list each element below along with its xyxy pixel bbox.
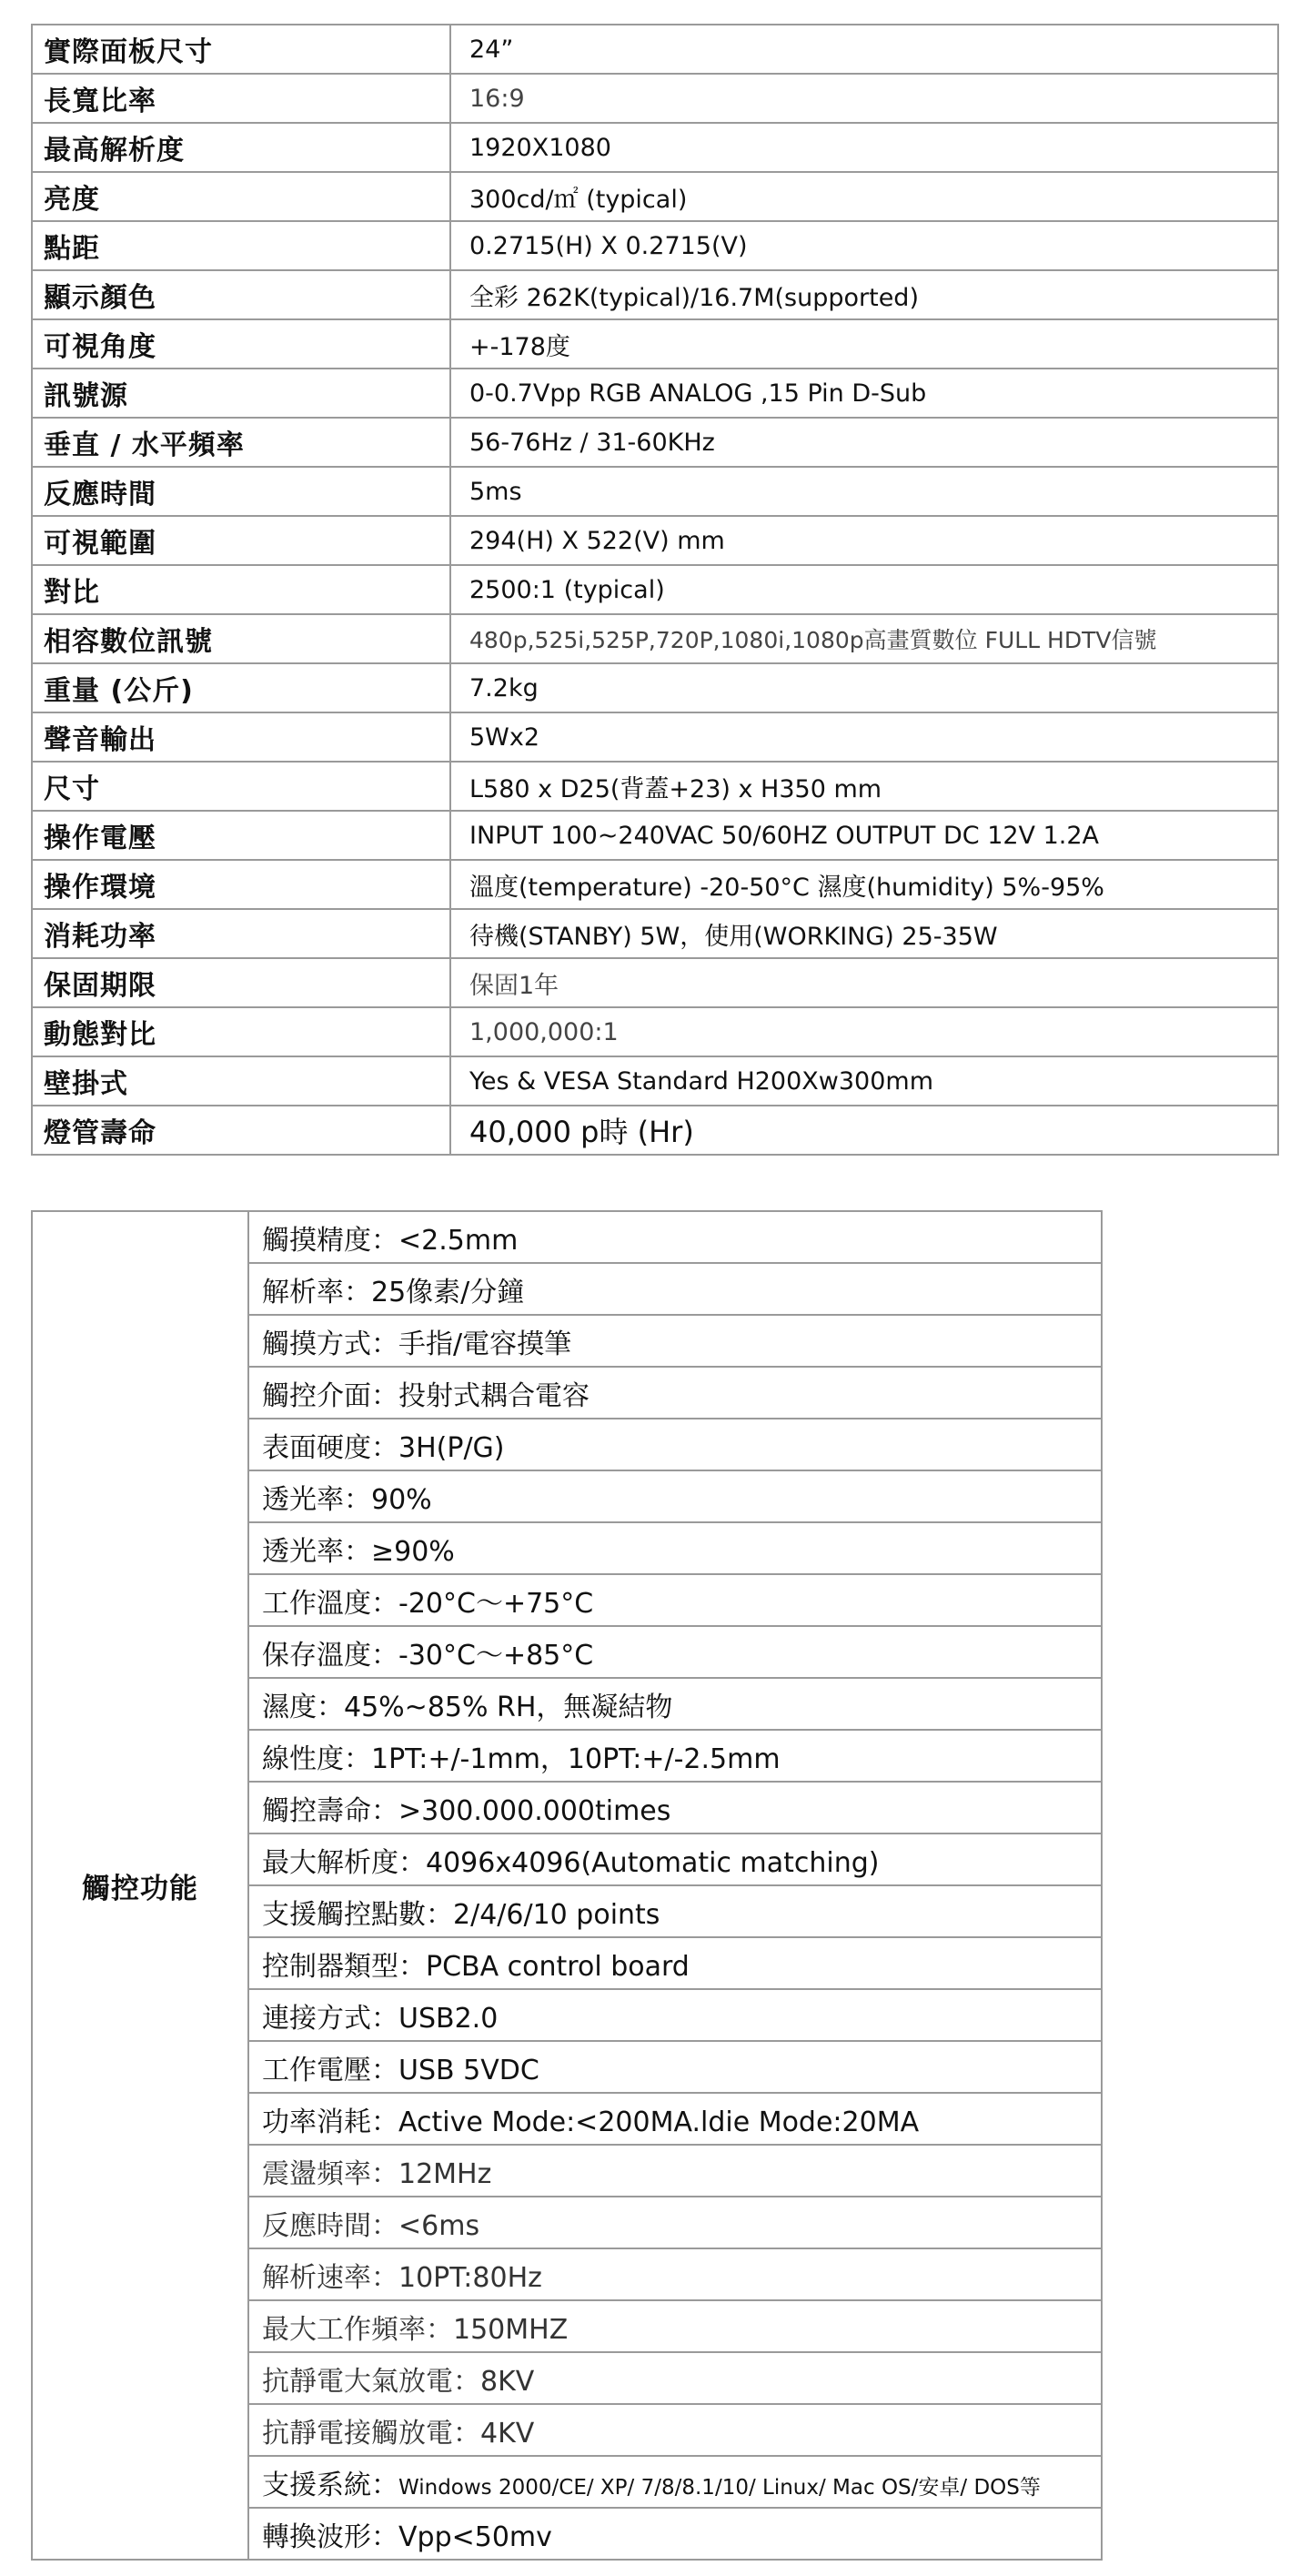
spec-label: 對比	[32, 565, 450, 614]
spec-value: 40,000 p時 (Hr)	[450, 1106, 1278, 1155]
spec-label: 操作環境	[32, 860, 450, 909]
touch-item: 觸摸精度：<2.5mm	[248, 1211, 1102, 1263]
spec-label: 重量 (公斤)	[32, 663, 450, 712]
spec-value: 7.2kg	[450, 663, 1278, 712]
spec-value: 294(H) X 522(V) mm	[450, 516, 1278, 565]
touch-item: 抗靜電接觸放電：4KV	[248, 2404, 1102, 2456]
spec-row	[32, 172, 1278, 221]
touch-item: 觸控壽命：>300.000.000times	[248, 1782, 1102, 1834]
spec-label: 相容數位訊號	[32, 614, 450, 663]
spec-row	[32, 270, 1278, 319]
spec-label: 實際面板尺寸	[32, 25, 450, 74]
spec-value: 2500:1 (typical)	[450, 565, 1278, 614]
touch-item: 透光率：≥90%	[248, 1522, 1102, 1574]
spec-row	[32, 1056, 1278, 1106]
spec-label: 可視角度	[32, 319, 450, 369]
touch-item-system	[248, 2456, 1102, 2508]
spec-table	[31, 24, 1279, 1156]
spec-value: 300cd/㎡ (typical)	[450, 172, 1278, 221]
spec-label: 壁掛式	[32, 1056, 450, 1106]
touch-group-label: 觸控功能	[32, 1211, 248, 2560]
touch-item: 濕度：45%~85% RH，無凝結物	[248, 1678, 1102, 1730]
spec-row	[32, 369, 1278, 418]
spec-value: Yes & VESA Standard H200Xw300mm	[450, 1056, 1278, 1106]
spec-row	[32, 516, 1278, 565]
touch-row	[32, 1211, 1102, 1263]
spec-row	[32, 74, 1278, 123]
spec-row	[32, 663, 1278, 712]
touch-item: 線性度：1PT:+/-1mm，10PT:+/-2.5mm	[248, 1730, 1102, 1782]
touch-item-system-detail: Windows 2000/CE/ XP/ 7/8/8.1/10/ Linux/ Mac OS/安卓/ DOS等	[398, 2475, 1041, 2500]
touch-item: 連接方式：USB2.0	[248, 1989, 1102, 2041]
spec-row	[32, 418, 1278, 467]
spec-value: 保固1年	[450, 958, 1278, 1007]
spec-row	[32, 123, 1278, 172]
spec-label: 亮度	[32, 172, 450, 221]
touch-item: 功率消耗：Active Mode:<200MA.ldie Mode:20MA	[248, 2093, 1102, 2145]
spec-value: 全彩 262K(typical)/16.7M(supported)	[450, 270, 1278, 319]
touch-item: 轉換波形：Vpp<50mv	[248, 2508, 1102, 2560]
spec-value: 16:9	[450, 74, 1278, 123]
spec-row	[32, 909, 1278, 958]
touch-item: 觸控介面：投射式耦合電容	[248, 1367, 1102, 1419]
spec-row	[32, 221, 1278, 270]
spec-row	[32, 319, 1278, 369]
spec-label: 操作電壓	[32, 811, 450, 860]
touch-item: 震盪頻率：12MHz	[248, 2145, 1102, 2197]
spec-label: 可視範圍	[32, 516, 450, 565]
spec-row	[32, 860, 1278, 909]
spec-row	[32, 614, 1278, 663]
touch-item-system-label: 支援系統：	[262, 2469, 398, 2501]
touch-item: 解析速率：10PT:80Hz	[248, 2248, 1102, 2300]
touch-item: 解析率：25像素/分鐘	[248, 1263, 1102, 1315]
touch-item: 最大工作頻率：150MHZ	[248, 2300, 1102, 2352]
spec-label: 消耗功率	[32, 909, 450, 958]
spec-row	[32, 565, 1278, 614]
touch-item: 保存溫度：-30°C～+85°C	[248, 1626, 1102, 1678]
spec-label: 點距	[32, 221, 450, 270]
touch-item: 觸摸方式：手指/電容摸筆	[248, 1315, 1102, 1367]
spec-value: 待機(STANBY) 5W，使用(WORKING) 25-35W	[450, 909, 1278, 958]
spec-value: 5Wx2	[450, 712, 1278, 762]
spec-value: INPUT 100~240VAC 50/60HZ OUTPUT DC 12V 1.2A	[450, 811, 1278, 860]
spec-value: 溫度(temperature) -20-50°C 濕度(humidity) 5%-95%	[450, 860, 1278, 909]
spec-label: 燈管壽命	[32, 1106, 450, 1155]
spec-value: 56-76Hz / 31-60KHz	[450, 418, 1278, 467]
spec-value: 480p,525i,525P,720P,1080i,1080p高畫質數位 FULL HDTV信號	[450, 614, 1278, 663]
spec-value: 1920X1080	[450, 123, 1278, 172]
spec-row	[32, 25, 1278, 74]
spec-value: 1,000,000:1	[450, 1007, 1278, 1056]
spec-value: L580 x D25(背蓋+23) x H350 mm	[450, 762, 1278, 811]
spec-row	[32, 467, 1278, 516]
spec-label: 反應時間	[32, 467, 450, 516]
spec-label: 最高解析度	[32, 123, 450, 172]
touch-item: 控制器類型：PCBA control board	[248, 1937, 1102, 1989]
spec-label: 動態對比	[32, 1007, 450, 1056]
touch-item: 透光率：90%	[248, 1470, 1102, 1522]
spec-row	[32, 811, 1278, 860]
touch-item: 工作電壓：USB 5VDC	[248, 2041, 1102, 2093]
touch-table	[31, 1210, 1103, 2561]
spec-value: +-178度	[450, 319, 1278, 369]
touch-item: 最大解析度：4096x4096(Automatic matching)	[248, 1834, 1102, 1885]
spec-row	[32, 1007, 1278, 1056]
spec-row	[32, 1106, 1278, 1155]
touch-item: 表面硬度：3H(P/G)	[248, 1419, 1102, 1470]
spec-row	[32, 712, 1278, 762]
touch-item: 抗靜電大氣放電：8KV	[248, 2352, 1102, 2404]
spec-value: 5ms	[450, 467, 1278, 516]
spec-label: 聲音輸出	[32, 712, 450, 762]
spec-value: 0.2715(H) X 0.2715(V)	[450, 221, 1278, 270]
spec-row	[32, 762, 1278, 811]
spec-label: 顯示顏色	[32, 270, 450, 319]
spec-value: 24”	[450, 25, 1278, 74]
spec-row	[32, 958, 1278, 1007]
spec-label: 垂直 / 水平頻率	[32, 418, 450, 467]
spec-label: 尺寸	[32, 762, 450, 811]
touch-item: 反應時間：<6ms	[248, 2197, 1102, 2248]
spec-label: 訊號源	[32, 369, 450, 418]
touch-item: 支援觸控點數：2/4/6/10 points	[248, 1885, 1102, 1937]
spec-label: 保固期限	[32, 958, 450, 1007]
spec-value: 0-0.7Vpp RGB ANALOG ,15 Pin D-Sub	[450, 369, 1278, 418]
spec-label: 長寬比率	[32, 74, 450, 123]
touch-item: 工作溫度：-20°C～+75°C	[248, 1574, 1102, 1626]
